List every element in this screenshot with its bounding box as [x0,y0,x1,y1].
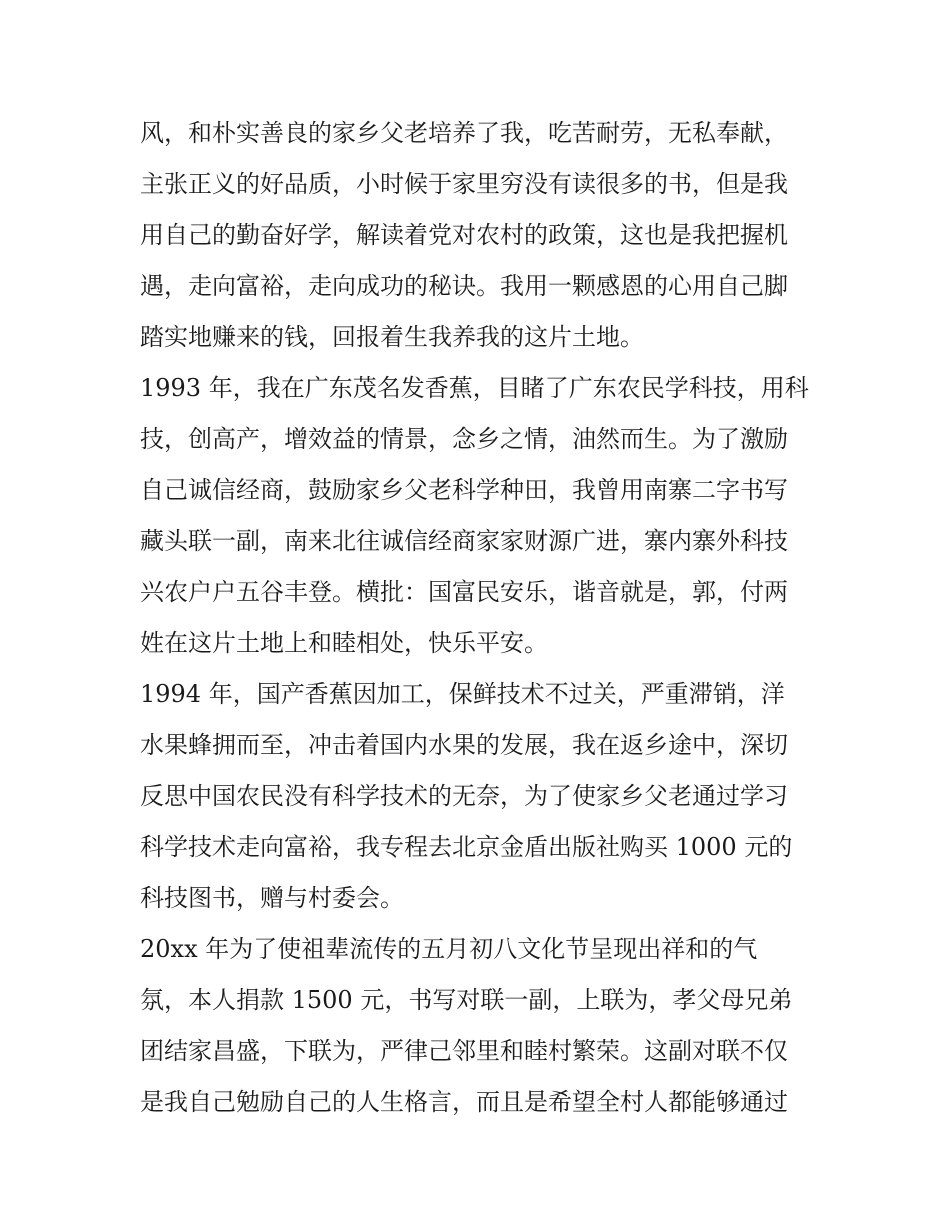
text-line: 反思中国农民没有科学技术的无奈，为了使家乡父老通过学习 [140,782,788,810]
text-line: 水果蜂拥而至，冲击着国内水果的发展，我在返乡途中，深切 [140,731,788,759]
text-line: 20xx 年为了使祖辈流传的五月初八文化节呈现出祥和的气 [140,935,758,963]
text-line: 用自己的勤奋好学，解读着党对农村的政策，这也是我把握机 [140,221,788,249]
text-line: 自己诚信经商，鼓励家乡父老科学种田，我曾用南寨二字书写 [140,476,788,504]
text-line: 1994 年，国产香蕉因加工，保鲜技术不过关，严重滞销，洋 [140,680,785,708]
document-body [140,108,820,1128]
text-line: 遇，走向富裕，走向成功的秘诀。我用一颗感恩的心用自己脚 [140,272,788,300]
text-line: 是我自己勉励自己的人生格言，而且是希望全村人都能够通过 [140,1088,788,1116]
text-line: 藏头联一副，南来北往诚信经商家家财源广进，寨内寨外科技 [140,527,788,555]
text-line: 兴农户户五谷丰登。横批：国富民安乐，谐音就是，郭，付两 [140,578,788,606]
text-line: 氛，本人捐款 1500 元，书写对联一副，上联为，孝父母兄弟 [140,986,793,1014]
text-line: 技，创高产，增效益的情景，念乡之情，油然而生。为了激励 [140,425,788,453]
text-line: 主张正义的好品质，小时候于家里穷没有读很多的书，但是我 [140,170,788,198]
text-line: 风，和朴实善良的家乡父老培养了我，吃苦耐劳，无私奉献， [140,119,788,147]
text-line: 1993 年，我在广东茂名发香蕉，目睹了广东农民学科技，用科 [140,374,809,402]
text-line: 科学技术走向富裕，我专程去北京金盾出版社购买 1000 元的 [140,833,793,861]
text-line: 踏实地赚来的钱，回报着生我养我的这片土地。 [140,323,644,351]
text-line: 团结家昌盛，下联为，严律己邻里和睦村繁荣。这副对联不仅 [140,1037,788,1065]
text-line: 姓在这片土地上和睦相处，快乐平安。 [140,629,548,657]
text-line: 科技图书，赠与村委会。 [140,884,404,912]
